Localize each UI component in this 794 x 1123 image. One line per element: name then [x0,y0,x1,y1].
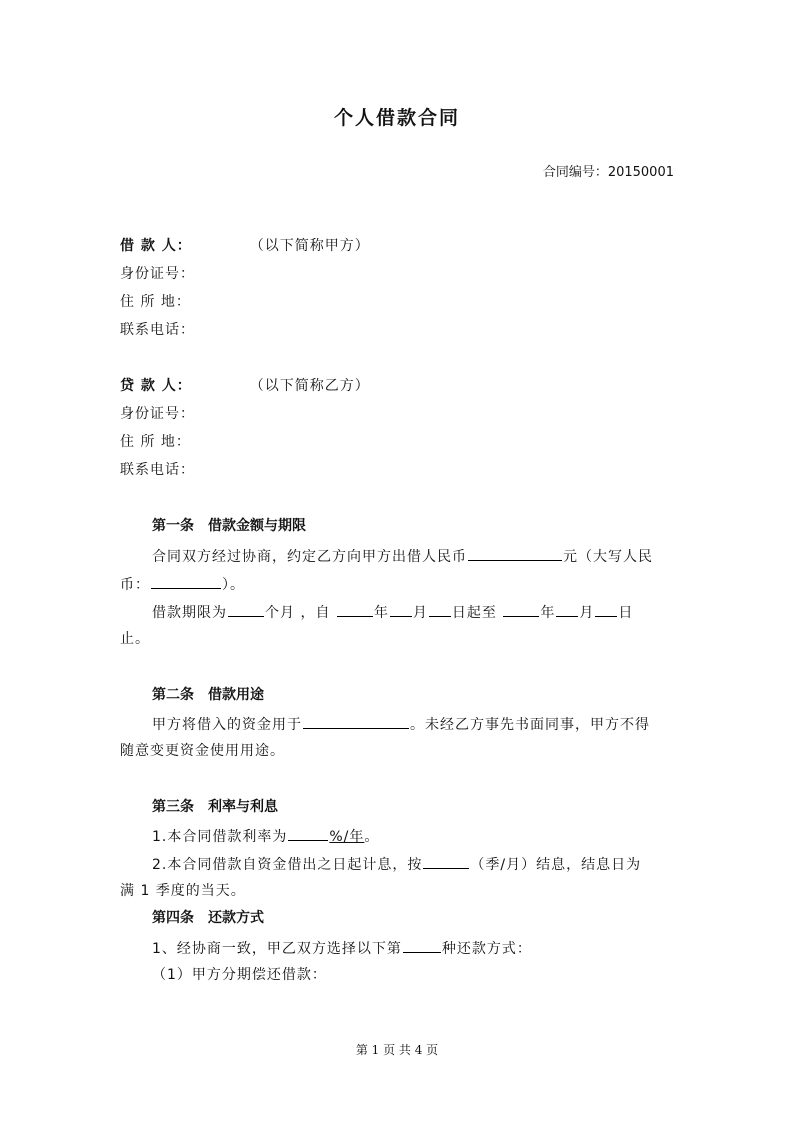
page-footer: 第 1 页 共 4 页 [355,1043,439,1057]
article1-text: 月 [412,605,428,621]
lender-id-label: 身份证号： [120,406,195,422]
article4-heading-number: 第四条 [152,910,194,926]
article1-paragraph1-line2 [120,573,245,595]
page-title: 个人借款合同 [333,107,460,129]
article4-heading-title: 还款方式 [208,910,264,926]
amount-blank[interactable] [468,545,562,561]
borrower-row [120,236,370,256]
borrower-address-label: 住 所 地： [120,294,191,310]
article4-heading [152,908,264,928]
interest-rate-blank[interactable] [288,825,328,841]
article3-paragraph2-line1 [152,853,641,875]
article2-heading-number: 第二条 [152,687,194,703]
contract-number-label: 合同编号： [542,165,608,180]
article1-text: 年 [540,605,556,621]
article1-heading-title: 借款金额与期限 [208,518,306,534]
article1-heading-number: 第一条 [152,518,194,534]
contract-number-value: 20150001 [607,165,674,180]
article3-text: （季/月）结息，结息日为 [470,857,642,873]
end-day-blank[interactable] [595,601,617,617]
article1-paragraph2-line2: 止。 [120,631,150,647]
article3-heading-title: 利率与利息 [208,799,278,815]
article1-text: 币： [120,577,150,593]
article1-text: 合同双方经过协商，约定乙方向甲方出借人民币 [152,549,467,565]
article1-text: 个月 ，自 [265,605,331,621]
lender-label: 贷 款 人： [120,378,192,394]
article1-text: ）。 [222,577,245,593]
borrower-id-label: 身份证号： [120,266,195,282]
term-months-blank[interactable] [228,601,264,617]
borrower-note: （以下简称甲方） [249,238,370,254]
article3-text: 。 [364,829,380,845]
article4-text: 1、经协商一致，甲乙双方选择以下第 [152,941,402,957]
article1-text: 月 [579,605,595,621]
article1-heading [152,516,306,536]
article1-text: 元（大写人民 [563,549,653,565]
article2-paragraph-line1 [152,713,650,735]
article3-paragraph1 [152,825,379,847]
start-month-blank[interactable] [390,601,412,617]
article1-text: 日 [618,605,634,621]
article2-paragraph-line2: 随意变更资金使用用途。 [120,743,285,759]
lender-phone-label: 联系电话： [120,462,195,478]
article1-paragraph2-line1 [152,601,633,623]
borrower-label: 借 款 人： [120,238,192,254]
article2-heading [152,685,264,705]
article3-heading-number: 第三条 [152,799,194,815]
article3-text: 2.本合同借款自资金借出之日起计息，按 [152,857,423,873]
article4-text: 种还款方式： [441,941,532,957]
article4-paragraph1 [152,937,532,959]
amount-uppercase-blank[interactable] [151,573,221,589]
start-day-blank[interactable] [429,601,451,617]
article3-text: 1.本合同借款利率为 [152,829,288,845]
article1-text: 日起至 [451,605,497,621]
borrower-phone-label: 联系电话： [120,322,195,338]
article1-paragraph1-line1 [152,545,653,567]
end-month-blank[interactable] [556,601,578,617]
repayment-option-blank[interactable] [403,937,441,953]
end-year-blank[interactable] [503,601,539,617]
article2-text: 甲方将借入的资金用于 [152,717,302,733]
article3-paragraph2-line2: 满 1 季度的当天。 [120,883,246,899]
contract-number [543,161,674,180]
article4-paragraph2: （1）甲方分期偿还借款： [152,967,327,983]
article2-text: 。未经乙方事先书面同事，甲方不得 [410,717,650,733]
interest-rate-unit: %/年 [329,829,365,845]
purpose-blank[interactable] [303,713,409,729]
start-year-blank[interactable] [337,601,373,617]
article1-text: 借款期限为 [152,605,227,621]
interest-period-blank[interactable] [423,853,469,869]
lender-note: （以下简称乙方） [249,378,370,394]
article3-heading [152,797,278,817]
article2-heading-title: 借款用途 [208,687,264,703]
lender-row [120,376,370,396]
article1-text: 年 [373,605,389,621]
lender-address-label: 住 所 地： [120,434,191,450]
